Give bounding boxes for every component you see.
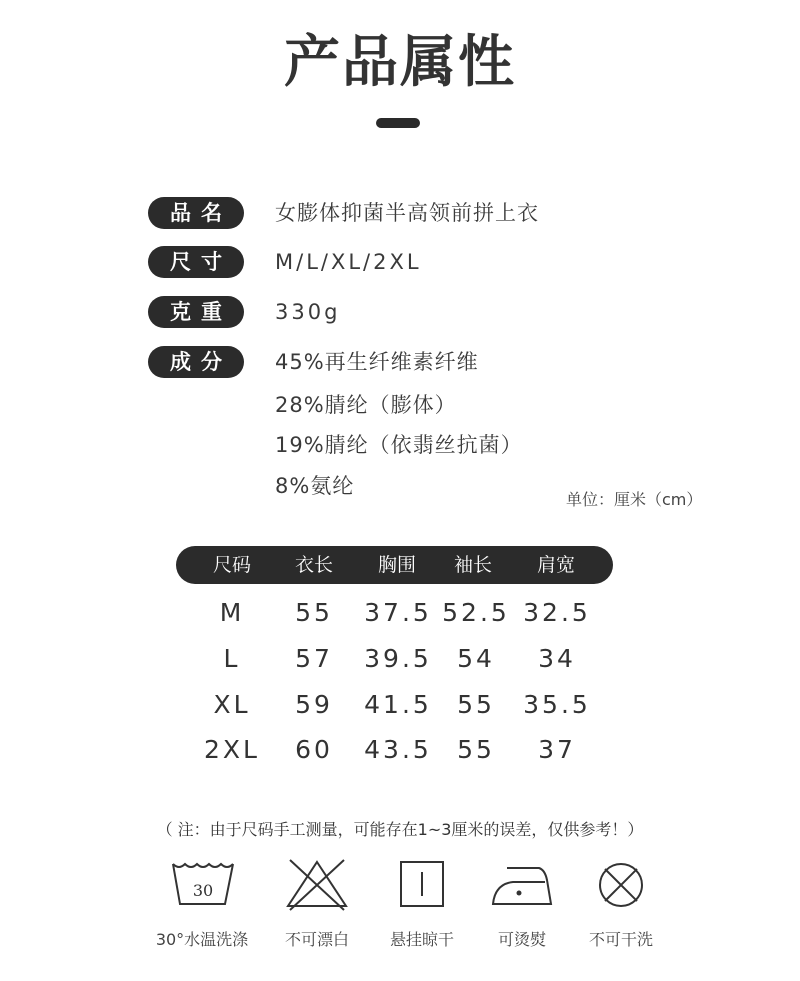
composition-line: 8%氨纶	[275, 474, 355, 498]
header-length: 衣长	[294, 554, 333, 576]
unit-note: 单位：厘米（cm）	[566, 490, 703, 509]
cell-sleeve: 55	[457, 690, 495, 719]
attr-label-composition: 成分	[148, 346, 244, 378]
cell-chest: 41.5	[364, 690, 432, 719]
cell-length: 60	[295, 735, 333, 764]
header-shoulder: 肩宽	[536, 554, 575, 576]
cell-size: L	[223, 644, 241, 673]
attr-label-name: 品名	[148, 197, 244, 229]
no-bleach-icon	[282, 856, 352, 914]
cell-sleeve: 55	[457, 735, 495, 764]
care-label: 不可干洗	[588, 930, 653, 949]
care-label: 悬挂晾干	[389, 930, 454, 949]
attr-value-weight: 330g	[275, 300, 341, 324]
iron-icon	[487, 856, 557, 914]
cell-length: 55	[295, 598, 333, 627]
wash-30-icon	[167, 856, 237, 914]
header-chest: 胸围	[377, 554, 416, 576]
measurement-disclaimer: （ 注：由于尺码手工测量，可能存在1~3厘米的误差，仅供参考！）	[156, 820, 644, 839]
page-title: 产品属性	[284, 30, 516, 95]
care-label: 不可漂白	[284, 930, 349, 949]
title-underline	[376, 118, 420, 128]
cell-shoulder: 34	[538, 644, 576, 673]
composition-line: 28%腈纶（膨体）	[275, 393, 457, 417]
cell-size: M	[219, 598, 245, 627]
attr-value-composition: 45%再生纤维素纤维	[275, 350, 479, 374]
cell-shoulder: 35.5	[523, 690, 591, 719]
care-label: 30°水温洗涤	[155, 930, 249, 949]
attr-label-size: 尺寸	[148, 246, 244, 278]
cell-length: 59	[295, 690, 333, 719]
cell-shoulder: 32.5	[523, 598, 591, 627]
no-dry-clean-icon	[586, 856, 656, 914]
header-sleeve: 袖长	[453, 554, 492, 576]
attr-value-name: 女膨体抑菌半高领前拼上衣	[275, 201, 539, 225]
attr-value-size: M/L/XL/2XL	[275, 250, 422, 274]
size-table-header	[176, 546, 613, 584]
composition-line: 19%腈纶（依翡丝抗菌）	[275, 433, 523, 457]
cell-size: 2XL	[204, 735, 260, 764]
cell-size: XL	[213, 690, 251, 719]
care-label: 可烫熨	[497, 930, 546, 949]
cell-sleeve: 54	[457, 644, 495, 673]
cell-shoulder: 37	[538, 735, 576, 764]
cell-length: 57	[295, 644, 333, 673]
cell-chest: 39.5	[364, 644, 432, 673]
cell-chest: 43.5	[364, 735, 432, 764]
hang-dry-icon	[387, 856, 457, 914]
header-size: 尺码	[212, 554, 251, 576]
wash-temp: 30	[192, 881, 214, 900]
attr-label-weight: 克重	[148, 296, 244, 328]
cell-sleeve: 52.5	[442, 598, 510, 627]
cell-chest: 37.5	[364, 598, 432, 627]
